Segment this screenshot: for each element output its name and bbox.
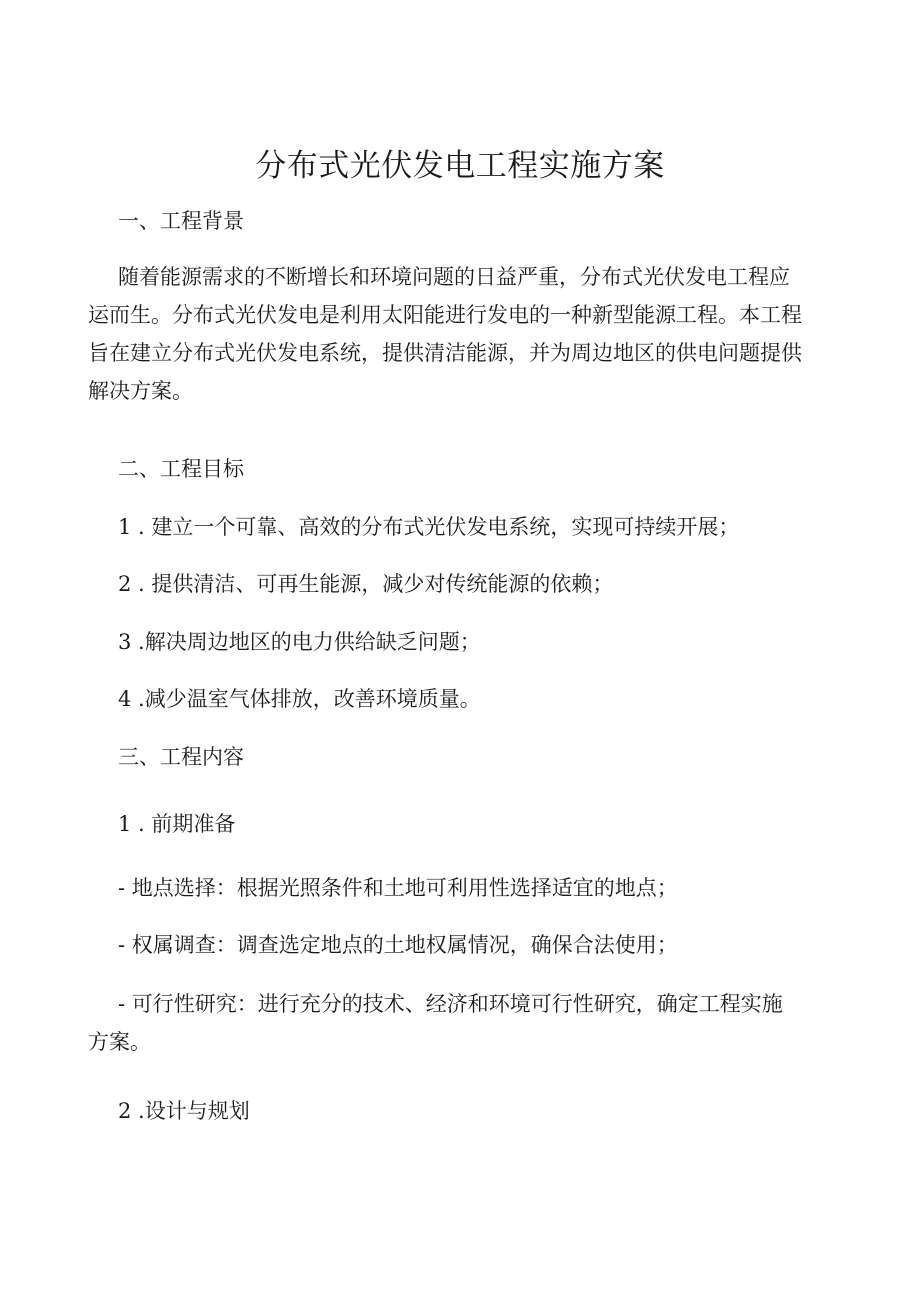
subsection-heading-preparation: 1 . 前期准备: [118, 812, 236, 836]
goal-item: 1 . 建立一个可靠、高效的分布式光伏发电系统，实现可持续开展；: [118, 515, 740, 539]
subsection-heading-design: 2 .设计与规划: [118, 1099, 250, 1123]
paragraph-line: 随着能源需求的不断增长和环境问题的日益严重，分布式光伏发电工程应: [118, 265, 790, 289]
paragraph-line: 解决方案。: [88, 379, 193, 403]
paragraph-line: 旨在建立分布式光伏发电系统，提供清洁能源，并为周边地区的供电问题提供: [88, 341, 802, 365]
document-title: 分布式光伏发电工程实施方案: [255, 148, 665, 184]
section-heading-content: 三、工程内容: [118, 745, 244, 769]
background-paragraph: [88, 258, 832, 410]
goal-item: 4 .减少温室气体排放，改善环境质量。: [118, 687, 481, 711]
bullet-line: - 可行性研究：进行充分的技术、经济和环境可行性研究，确定工程实施: [118, 992, 783, 1016]
section-heading-goals: 二、工程目标: [118, 457, 244, 481]
section-heading-background: 一、工程背景: [118, 209, 244, 233]
paragraph-line: 运而生。分布式光伏发电是利用太阳能进行发电的一种新型能源工程。本工程: [88, 303, 802, 327]
bullet-item: - 权属调查：调查选定地点的土地权属情况，确保合法使用；: [118, 933, 678, 957]
bullet-item-feasibility: [88, 985, 832, 1061]
bullet-line: 方案。: [88, 1030, 151, 1054]
bullet-item: - 地点选择：根据光照条件和土地可利用性选择适宜的地点；: [118, 876, 678, 900]
goal-item: 2 . 提供清洁、可再生能源，减少对传统能源的依赖；: [118, 572, 614, 596]
goal-item: 3 .解决周边地区的电力供给缺乏问题；: [118, 630, 481, 654]
